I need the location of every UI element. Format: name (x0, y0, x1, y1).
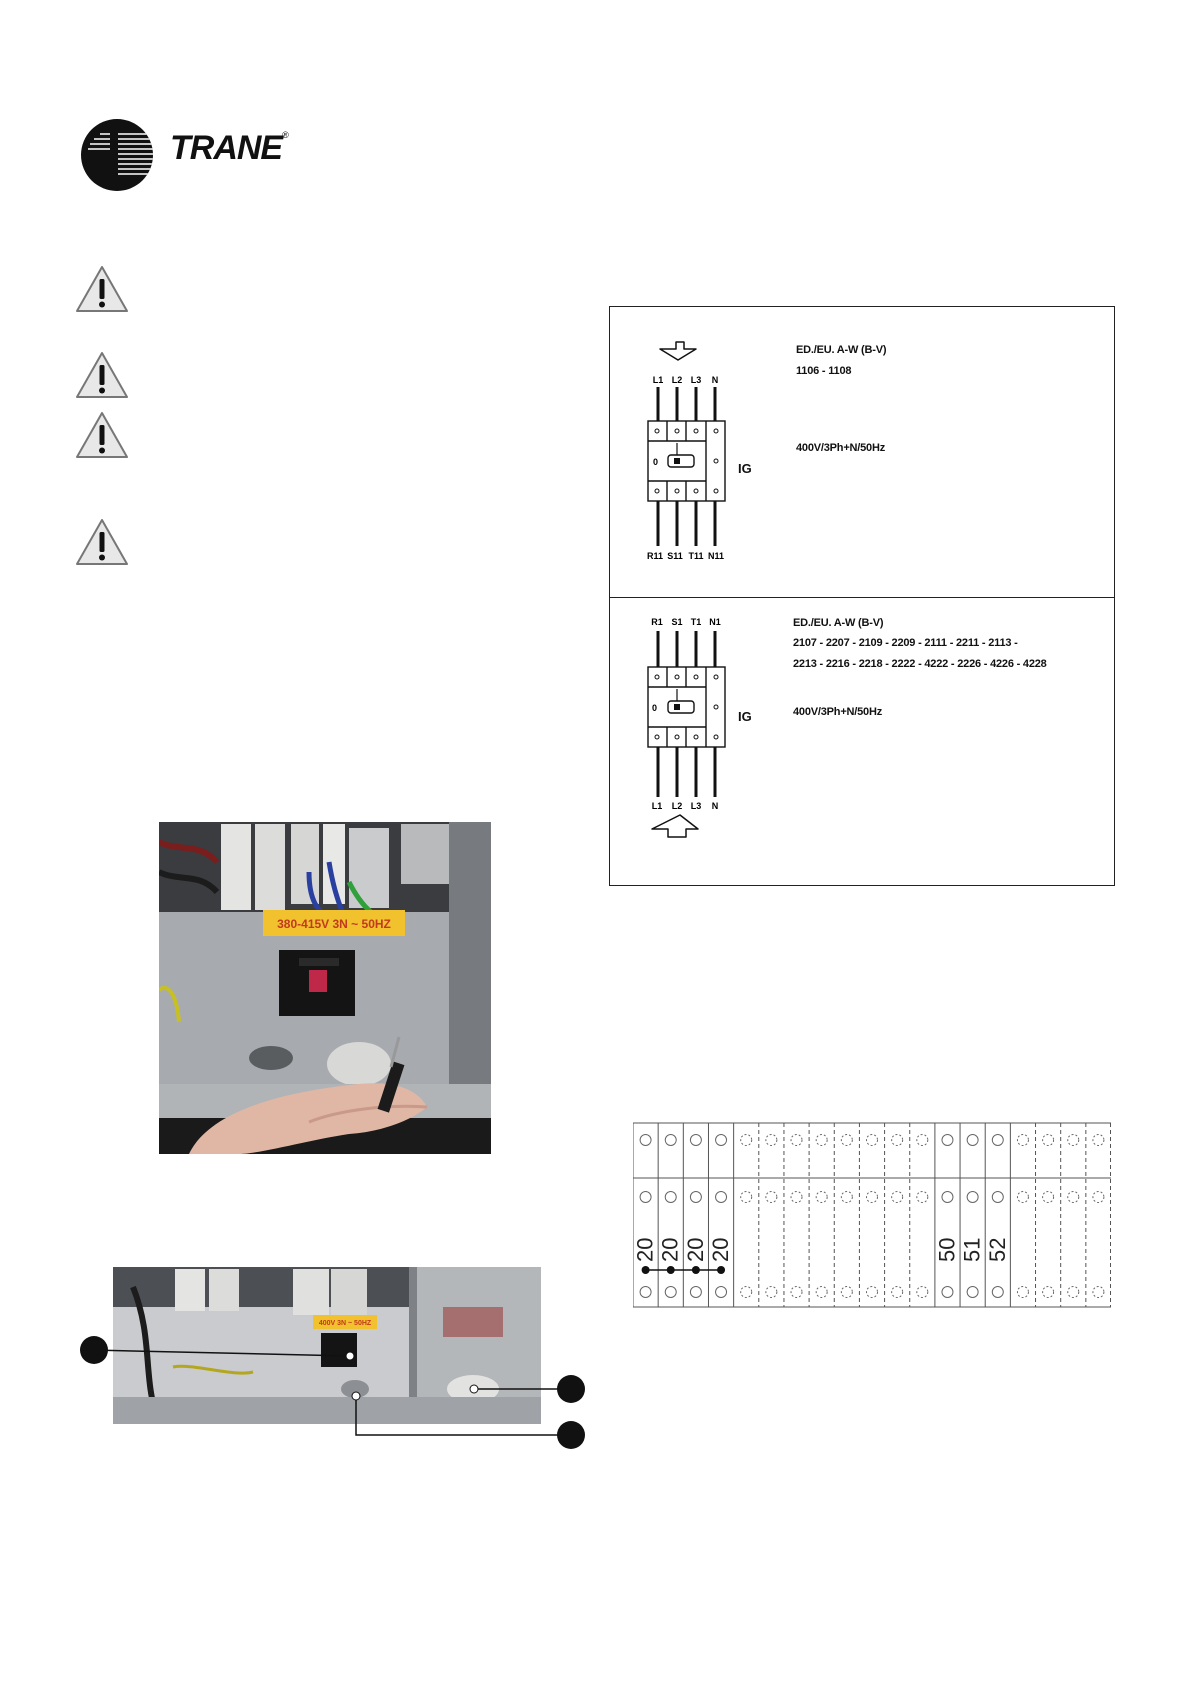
main-switch-drawing-2 (640, 613, 736, 849)
terminal-label: L2 (671, 801, 683, 811)
terminal-cell (708, 1123, 733, 1307)
terminal-label: R1 (651, 617, 663, 627)
off-symbol: 0 (652, 703, 658, 713)
voltage-label: 380-415V 3N ~ 50HZ (277, 917, 391, 931)
terminal-label: N11 (707, 551, 725, 561)
model-list: 2107 - 2207 - 2109 - 2209 - 2111 - 2211 - 2113 - (793, 637, 1018, 649)
terminal-cell (683, 1123, 708, 1307)
warning-icon (74, 264, 130, 314)
main-switch-drawing-1 (640, 341, 736, 573)
terminal-label: N (711, 801, 719, 811)
switch-label-ig: IG (738, 709, 752, 724)
off-symbol: 0 (653, 457, 659, 467)
warning-icon (74, 410, 130, 460)
terminal-number: 51 (959, 1237, 985, 1262)
model-list: 2213 - 2216 - 2218 - 2222 - 4222 - 2226 - 4226 - 4228 (793, 658, 1047, 670)
jumper-dot (642, 1266, 650, 1274)
switch-label-ig: IG (738, 461, 752, 476)
terminal-label: T11 (688, 551, 704, 561)
terminal-cell (658, 1123, 683, 1307)
voltage-label: 400V 3N ~ 50HZ (318, 1320, 372, 1327)
terminal-label: S11 (667, 551, 683, 561)
callout-marker (80, 1336, 108, 1364)
jumper-dot (667, 1266, 675, 1274)
trane-logo-mark (80, 118, 154, 192)
terminal-cell (1061, 1123, 1079, 1307)
terminal-label: L3 (690, 375, 702, 385)
terminal-cell (1036, 1123, 1054, 1307)
terminal-cell (859, 1123, 877, 1307)
terminal-label: T1 (690, 617, 702, 627)
voltage-spec: 400V/3Ph+N/50Hz (796, 442, 886, 454)
terminal-cell (633, 1123, 658, 1307)
terminal-label: L1 (652, 375, 664, 385)
terminal-label: S1 (671, 617, 683, 627)
terminal-cell (784, 1123, 802, 1307)
terminal-cell (734, 1123, 752, 1307)
terminal-cell (960, 1123, 985, 1307)
terminal-label: L2 (671, 375, 683, 385)
terminal-cell (885, 1123, 903, 1307)
jumper-dot (717, 1266, 725, 1274)
terminal-cell (985, 1123, 1010, 1307)
terminal-cell (910, 1123, 928, 1307)
callout-marker (557, 1375, 585, 1403)
jumper-dot (692, 1266, 700, 1274)
model-header: ED./EU. A-W (B-V) (796, 344, 887, 356)
terminal-cell (834, 1123, 852, 1307)
terminal-strip-diagram (633, 1122, 1111, 1308)
diagram-divider (610, 597, 1114, 598)
terminal-label: N (711, 375, 719, 385)
main-switch-wiring-diagram (609, 306, 1115, 886)
terminal-cell (934, 1123, 959, 1307)
trane-logo-text: TRANE® (170, 129, 288, 167)
terminal-cell (759, 1123, 777, 1307)
model-header: ED./EU. A-W (B-V) (793, 617, 884, 629)
terminal-number: 50 (934, 1237, 960, 1262)
terminal-number: 20 (657, 1237, 683, 1262)
photo-callouts (78, 1330, 600, 1450)
terminal-cell (1010, 1123, 1028, 1307)
terminal-label: R11 (646, 551, 664, 561)
electrical-panel-photo (159, 822, 491, 1154)
terminal-label: N1 (709, 617, 721, 627)
terminal-label: L1 (651, 801, 663, 811)
warning-icon (74, 517, 130, 567)
terminal-cell (1086, 1123, 1104, 1307)
terminal-number: 20 (633, 1237, 658, 1262)
terminal-label: L3 (690, 801, 702, 811)
model-list: 1106 - 1108 (796, 365, 852, 377)
terminal-number: 20 (682, 1237, 708, 1262)
terminal-number: 20 (708, 1237, 734, 1262)
voltage-spec: 400V/3Ph+N/50Hz (793, 706, 883, 718)
terminal-cell (809, 1123, 827, 1307)
warning-icon (74, 350, 130, 400)
callout-marker (557, 1421, 585, 1449)
terminal-number: 52 (984, 1237, 1010, 1262)
